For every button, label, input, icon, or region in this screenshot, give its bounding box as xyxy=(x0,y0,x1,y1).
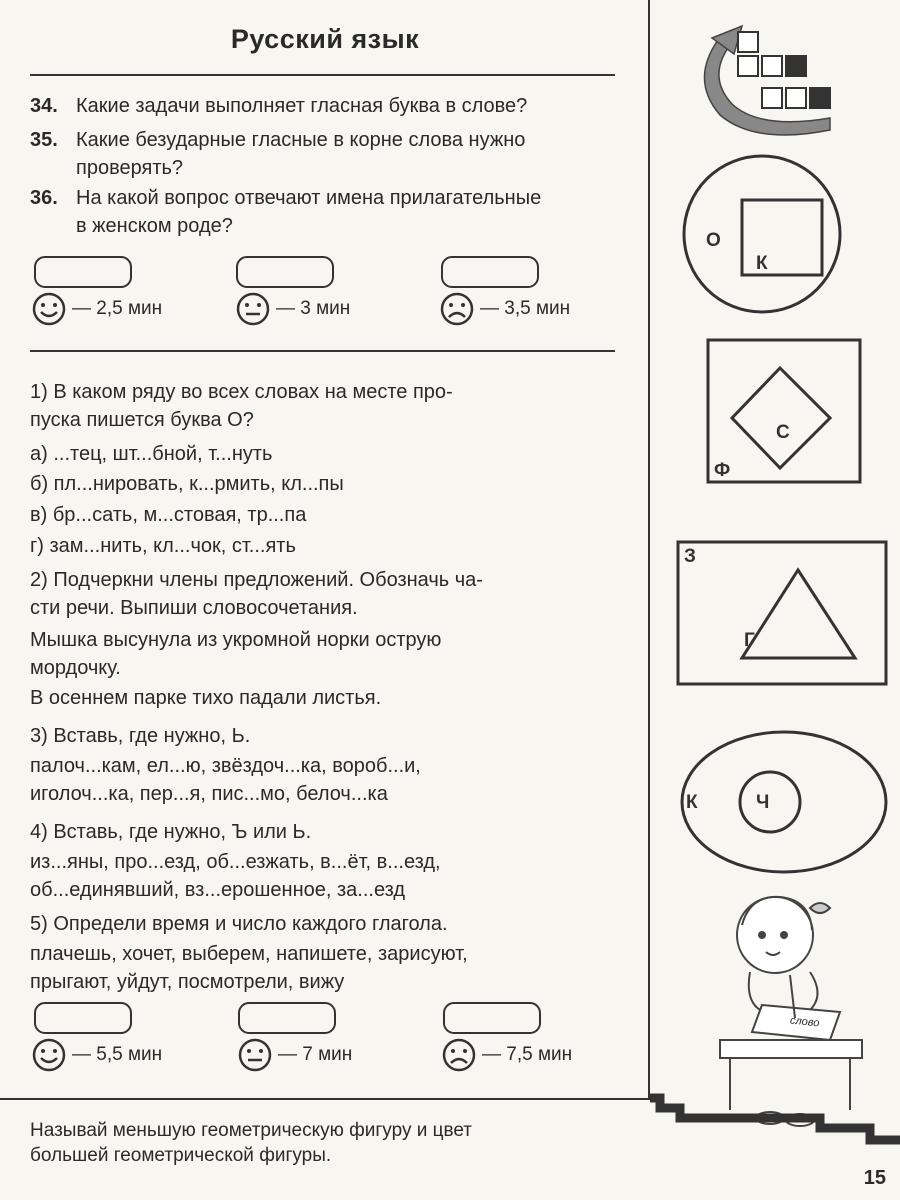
happy-face-icon xyxy=(32,292,66,326)
timer-happy xyxy=(32,1038,162,1072)
notebook-word: слово xyxy=(789,1014,820,1030)
word-line: палоч...кам, ел...ю, звёздоч...ка, вороб...и, xyxy=(30,755,421,777)
answer-box[interactable] xyxy=(441,256,539,288)
task-2-sentence-2: В осеннем парке тихо падали листья. xyxy=(30,687,382,709)
task-1-line: 1) В каком ряду во всех словах на месте про- xyxy=(30,381,453,403)
neutral-face-icon xyxy=(238,1038,272,1072)
timer-label: — 7,5 мин xyxy=(482,1044,573,1065)
word-line: иголоч...ка, пер...я, пис...мо, белоч...ка xyxy=(30,783,388,805)
sad-face-icon xyxy=(440,292,474,326)
question-35 xyxy=(30,126,630,182)
question-text: Какие задачи выполняет гласная буква в слове? xyxy=(76,95,528,117)
section-divider xyxy=(30,350,615,352)
task-2-prompt xyxy=(30,566,618,622)
figure-2-inner-label: С xyxy=(776,422,790,443)
figure-1-inner-label: К xyxy=(756,253,768,274)
footer-line: большей геометрической фигуры. xyxy=(30,1145,332,1166)
grid-arrow-logo xyxy=(704,26,830,135)
footer-divider xyxy=(0,1098,650,1100)
question-text-cont: в женском роде? xyxy=(76,215,233,237)
task-3-words xyxy=(30,752,618,808)
answer-box[interactable] xyxy=(238,1002,336,1034)
task-4-words xyxy=(30,848,618,904)
timer-label: — 5,5 мин xyxy=(72,1044,163,1065)
sentence-line: мордочку. xyxy=(30,657,121,679)
question-36 xyxy=(30,184,630,240)
timer-label: — 3,5 мин xyxy=(480,298,571,319)
happy-face-icon xyxy=(32,1038,66,1072)
answer-box[interactable] xyxy=(236,256,334,288)
question-number: 35. xyxy=(30,129,58,151)
word-line: об...единявший, вз...ерошенное, за...езд xyxy=(30,879,406,901)
figure-rectangle-triangle xyxy=(678,542,886,684)
sad-face-icon xyxy=(442,1038,476,1072)
right-column-figures xyxy=(650,0,900,1200)
staircase-border xyxy=(650,1098,900,1140)
task-1-option-d: г) зам...нить, кл...чок, ст...ять xyxy=(30,535,296,557)
timer-neutral xyxy=(236,292,350,326)
figure-4-inner-label: Ч xyxy=(756,792,770,813)
footer-instruction xyxy=(30,1118,630,1168)
timer-label: — 2,5 мин xyxy=(72,298,163,319)
word-line: плачешь, хочет, выберем, напишете, зарисуют, xyxy=(30,943,468,965)
answer-box[interactable] xyxy=(34,1002,132,1034)
question-text: На какой вопрос отвечают имена прилагательные xyxy=(76,187,542,209)
answer-box[interactable] xyxy=(443,1002,541,1034)
answer-box[interactable] xyxy=(34,256,132,288)
question-text-cont: проверять? xyxy=(76,157,184,179)
task-4-title: 4) Вставь, где нужно, Ъ или Ь. xyxy=(30,821,312,843)
page-number: 15 xyxy=(863,1167,886,1189)
task-1-option-c: в) бр...сать, м...стовая, тр...па xyxy=(30,504,307,526)
page-title: Русский язык xyxy=(230,24,420,54)
neutral-face-icon xyxy=(236,292,270,326)
task-1-line: пуска пишется буква О? xyxy=(30,409,254,431)
figure-3-inner-label: Г xyxy=(744,630,755,651)
question-text: Какие безударные гласные в корне слова нужно xyxy=(76,129,526,151)
task-1-prompt xyxy=(30,378,618,434)
question-number: 36. xyxy=(30,187,58,209)
figure-3-outer-label: З xyxy=(684,546,696,567)
timer-sad xyxy=(440,292,570,326)
task-2-sentence-1 xyxy=(30,626,618,682)
timer-happy xyxy=(32,292,162,326)
timer-sad xyxy=(442,1038,572,1072)
word-line: из...яны, про...езд, об...езжать, в...ёт, в...езд, xyxy=(30,851,441,873)
figure-4-outer-label: К xyxy=(686,792,698,813)
girl-at-desk-illustration xyxy=(720,897,862,1126)
timer-label: — 3 мин xyxy=(276,298,351,319)
question-number: 34. xyxy=(30,95,58,117)
timer-neutral xyxy=(238,1038,352,1072)
task-3-title: 3) Вставь, где нужно, Ь. xyxy=(30,725,251,747)
task-5-words xyxy=(30,940,618,996)
question-34 xyxy=(30,92,630,120)
footer-line: Называй меньшую геометрическую фигуру и цвет xyxy=(30,1120,473,1141)
task-1-option-a: а) ...тец, шт...бной, т...нуть xyxy=(30,443,273,465)
word-line: прыгают, уйдут, посмотрели, вижу xyxy=(30,971,345,993)
title-divider xyxy=(30,74,615,76)
task-5-title: 5) Определи время и число каждого глагола. xyxy=(30,913,448,935)
figure-2-outer-label: Ф xyxy=(714,460,731,481)
sentence-line: Мышка высунула из укромной норки острую xyxy=(30,629,442,651)
task-2-line: 2) Подчеркни члены предложений. Обозначь ча- xyxy=(30,569,483,591)
figure-square-diamond xyxy=(708,340,860,482)
task-2-line: сти речи. Выпиши словосочетания. xyxy=(30,597,358,619)
figure-ellipse-circle xyxy=(682,732,886,872)
figure-1-outer-label: О xyxy=(706,230,721,251)
task-1-option-b: б) пл...нировать, к...рмить, кл...пы xyxy=(30,473,344,495)
timer-label: — 7 мин xyxy=(278,1044,353,1065)
